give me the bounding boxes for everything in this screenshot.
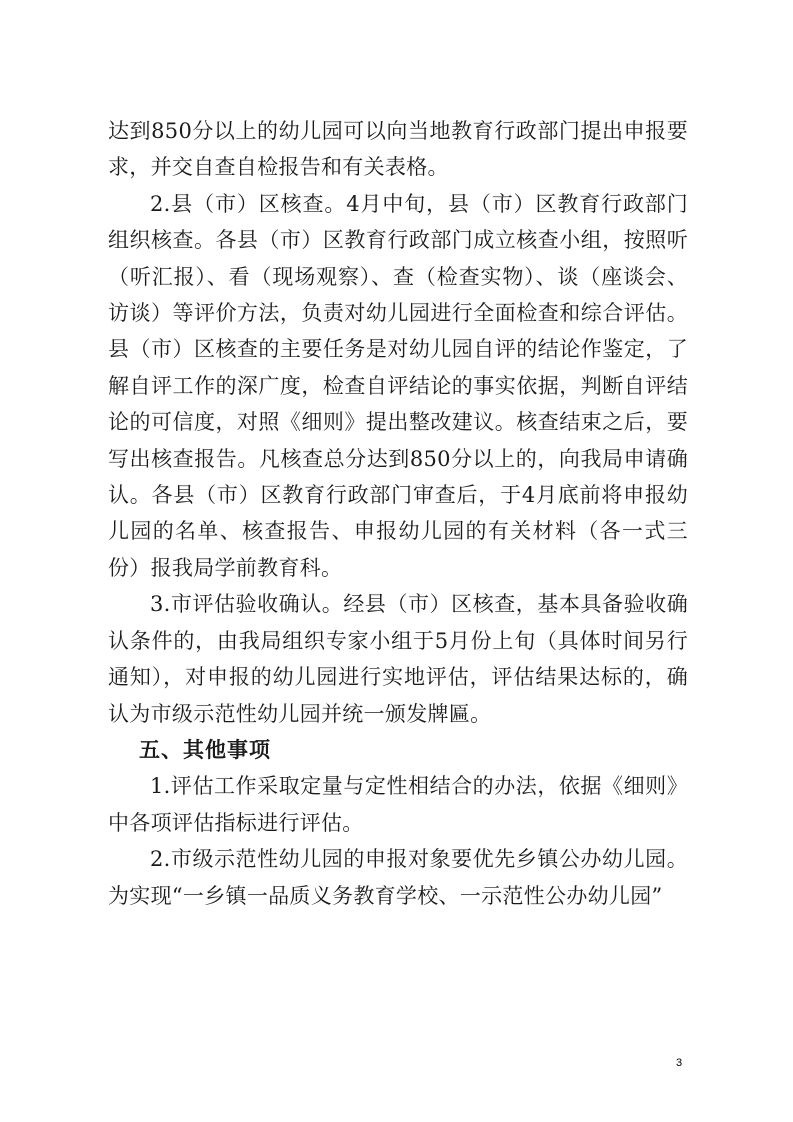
section-heading-other-matters: 五、其他事项	[139, 737, 271, 762]
paragraph-city-acceptance: 3.市评估验收确认。经县（市）区核查，基本具备验收确认条件的，由我局组织专家小组于5月份上旬（具体时间另行通知），对申报的幼儿园进行实地评估，评估结果达标的，确认为市级示范性幼儿园并统一颁发牌匾。	[108, 592, 688, 726]
document-body	[108, 113, 688, 914]
paragraph-continuation: 达到850分以上的幼儿园可以向当地教育行政部门提出申报要求，并交自查自检报告和有关表格。	[108, 119, 688, 180]
paragraph-evaluation-method: 1.评估工作采取定量与定性相结合的办法，依据《细则》中各项评估指标进行评估。	[108, 774, 688, 835]
paragraph-application-priority: 2.市级示范性幼儿园的申报对象要优先乡镇公办幼儿园。为实现“一乡镇一品质义务教育学校、一示范性公办幼儿园”	[108, 847, 688, 908]
paragraph-county-review: 2.县（市）区核查。4月中旬，县（市）区教育行政部门组织核查。各县（市）区教育行政部门成立核查小组，按照听（听汇报）、看（现场观察）、查（检查实物）、谈（座谈会、访谈）等评价方法，负责对幼儿园进行全面检查和综合评估。县（市）区核查的主要任务是对幼儿园自评的结论作鉴定，了解自评工作的深广度，检查自评结论的事实依据，判断自评结论的可信度，对照《细则》提出整改建议。核查结束之后，要写出核查报告。凡核查总分达到850分以上的，向我局申请确认。各县（市）区教育行政部门审查后，于4月底前将申报幼儿园的名单、核查报告、申报幼儿园的有关材料（各一式三份）报我局学前教育科。	[108, 191, 688, 580]
page-number: 3	[676, 1057, 683, 1069]
